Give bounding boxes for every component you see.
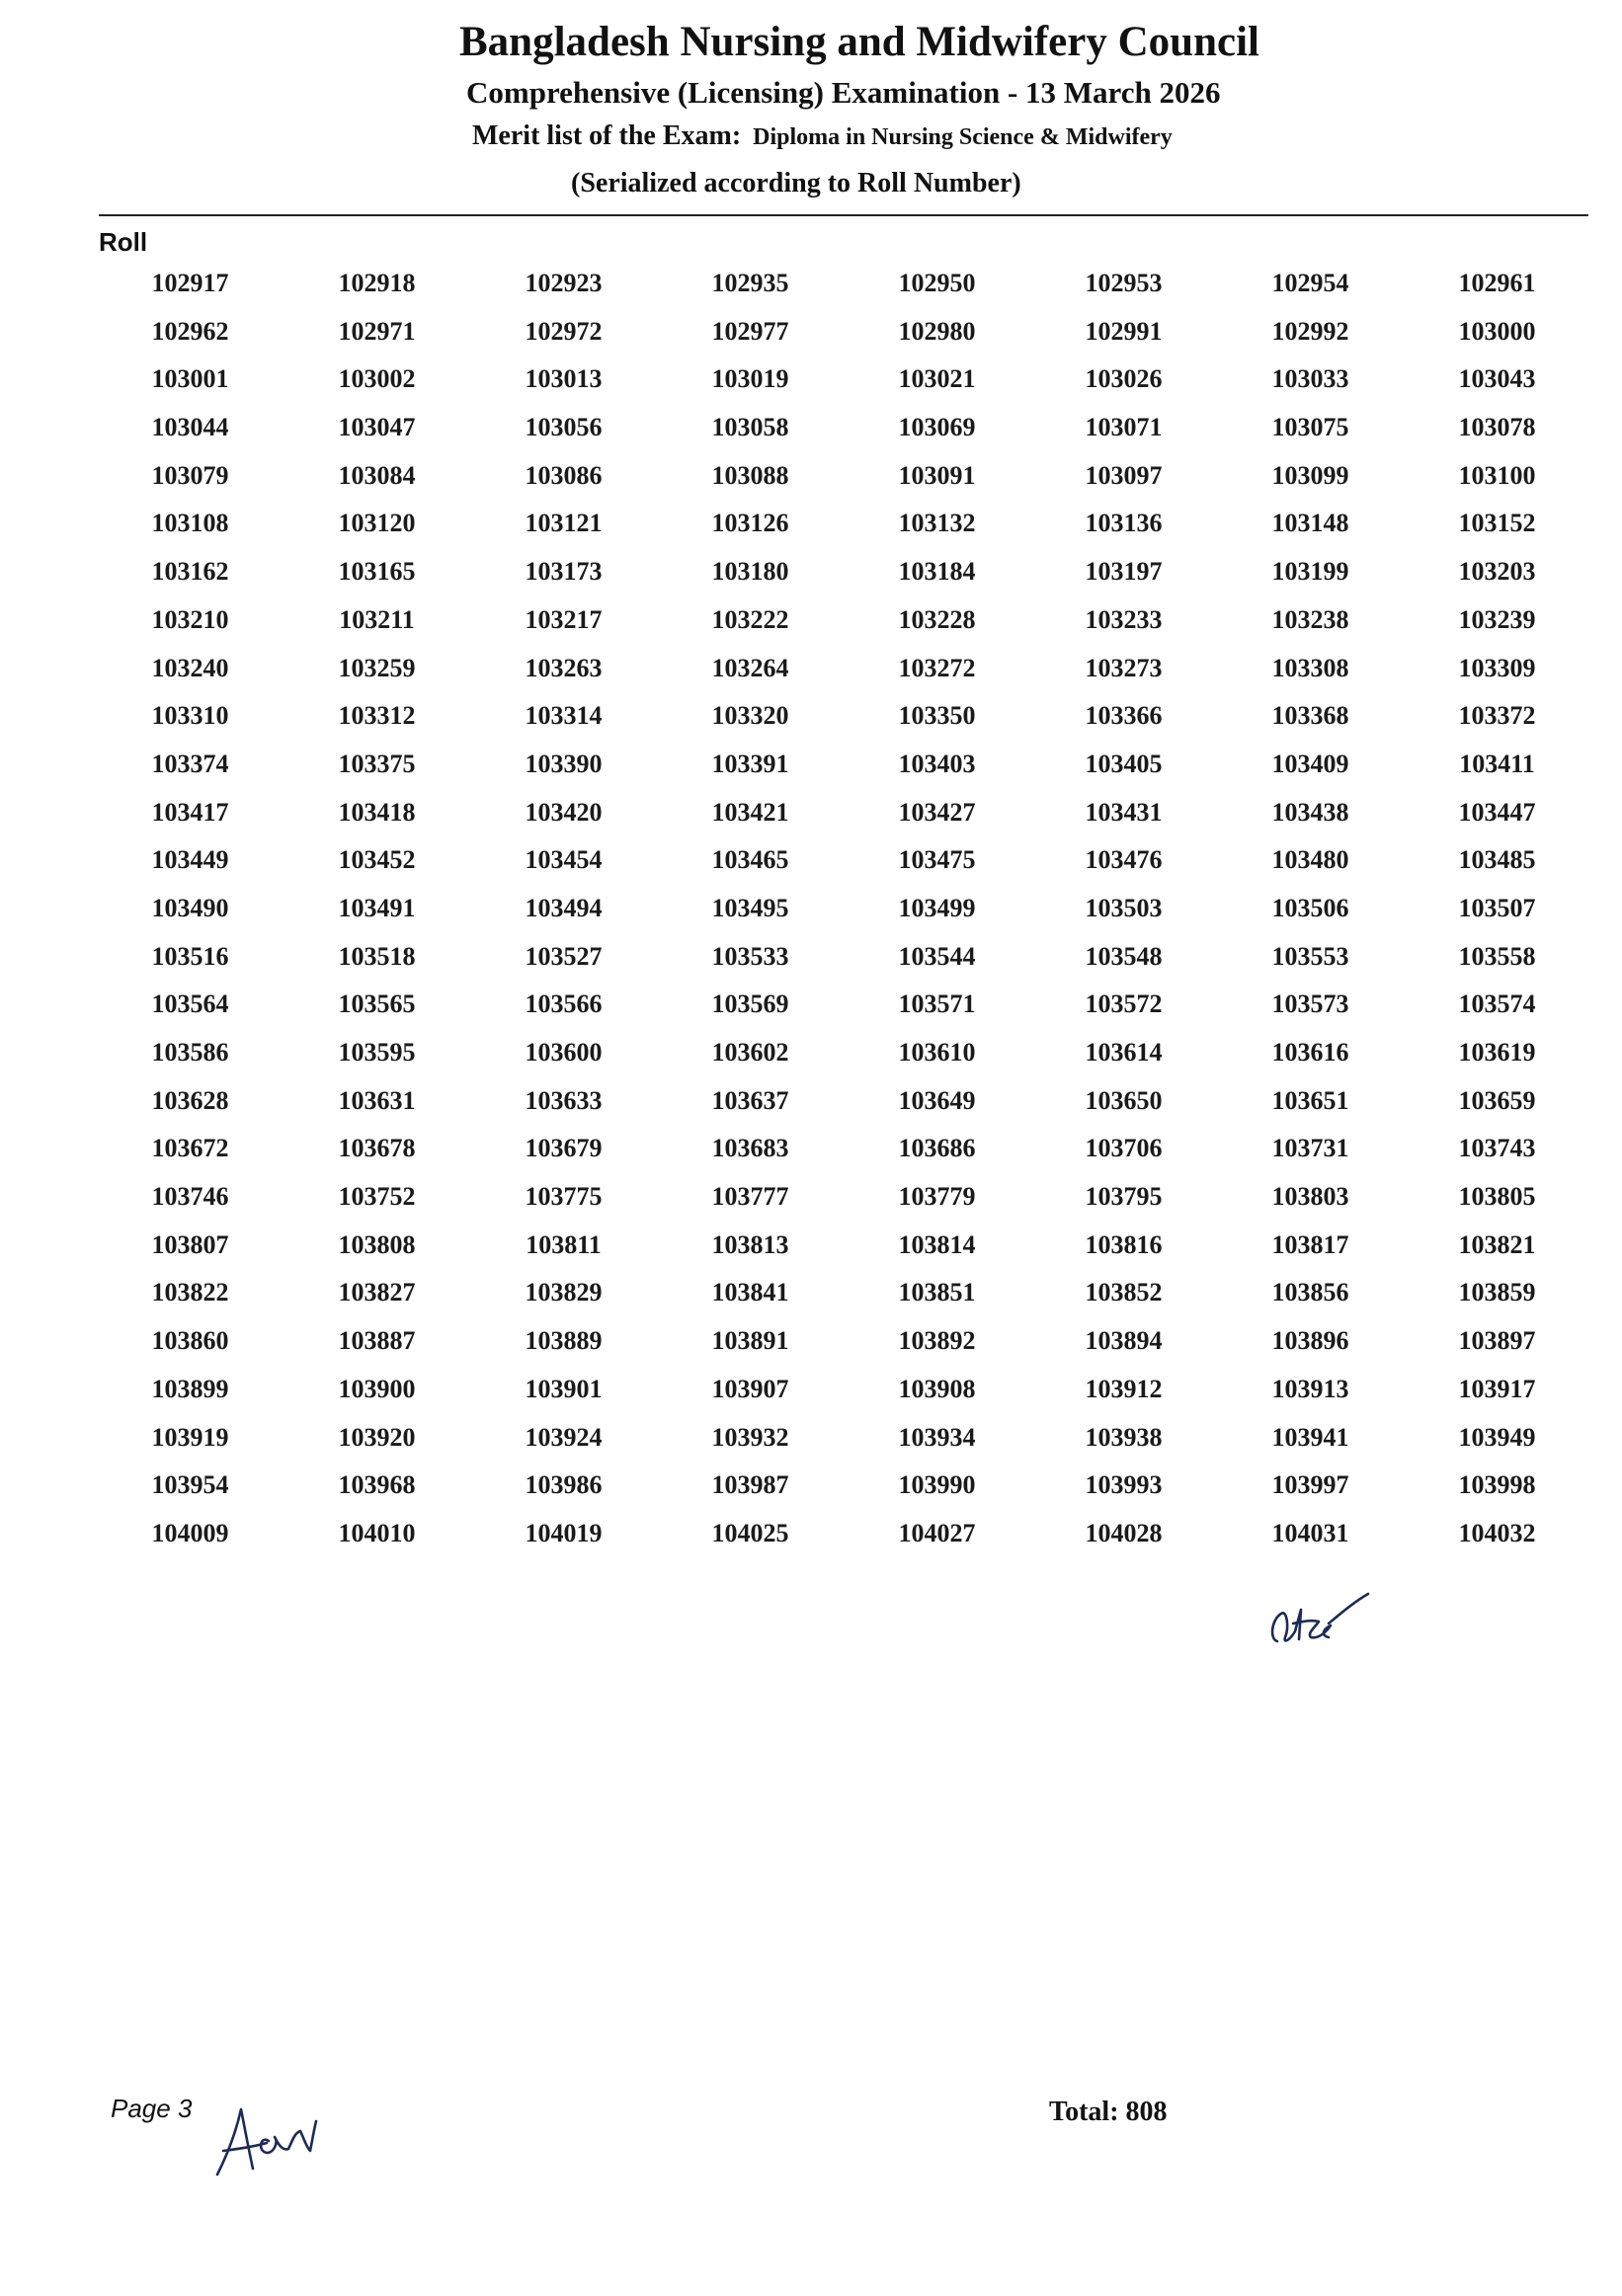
roll-number-cell: 103743 <box>1458 1134 1536 1163</box>
roll-number-cell: 103097 <box>1085 460 1163 490</box>
roll-number-cell: 103078 <box>1458 413 1536 442</box>
roll-number-cell: 103375 <box>338 749 416 778</box>
roll-number-cell: 103924 <box>525 1422 603 1452</box>
roll-number-cell: 103480 <box>1271 845 1349 875</box>
roll-number-cell: 103637 <box>711 1085 789 1115</box>
roll-number-cell: 103019 <box>711 364 789 394</box>
roll-number-cell: 103934 <box>898 1422 976 1452</box>
roll-number-cell: 103544 <box>898 941 976 971</box>
roll-number-cell: 103516 <box>151 941 229 971</box>
roll-number-cell: 103411 <box>1459 749 1535 778</box>
roll-number-cell: 103320 <box>711 701 789 731</box>
roll-number-cell: 103047 <box>338 413 416 442</box>
roll-number-cell: 102962 <box>151 316 229 346</box>
roll-number-cell: 103553 <box>1271 941 1349 971</box>
roll-number-cell: 103805 <box>1458 1182 1536 1212</box>
roll-number-cell: 103894 <box>1085 1326 1163 1356</box>
roll-number-cell: 103986 <box>525 1470 603 1500</box>
roll-number-cell: 103197 <box>1085 557 1163 587</box>
roll-number-cell: 103686 <box>898 1134 976 1163</box>
roll-number-cell: 103896 <box>1271 1326 1349 1356</box>
roll-number-cell: 103091 <box>898 460 976 490</box>
roll-number-cell: 102923 <box>525 269 603 297</box>
roll-number-cell: 103199 <box>1271 557 1349 587</box>
roll-number-cell: 103108 <box>151 509 229 538</box>
roll-number-cell: 103807 <box>151 1229 229 1259</box>
roll-number-cell: 103602 <box>711 1038 789 1067</box>
roll-number-cell: 103121 <box>525 509 603 538</box>
roll-number-cell: 103405 <box>1085 749 1163 778</box>
roll-number-cell: 103841 <box>711 1278 789 1307</box>
roll-number-cell: 103518 <box>338 941 416 971</box>
roll-number-cell: 104009 <box>151 1518 229 1547</box>
roll-number-cell: 103679 <box>525 1134 603 1163</box>
roll-number-cell: 103374 <box>151 749 229 778</box>
roll-number-cell: 103495 <box>711 893 789 922</box>
roll-number-cell: 103619 <box>1458 1038 1536 1067</box>
roll-number-cell: 104010 <box>338 1518 416 1547</box>
roll-number-cell: 102972 <box>525 316 603 346</box>
roll-number-cell: 103907 <box>711 1374 789 1403</box>
roll-number-cell: 103610 <box>898 1038 976 1067</box>
roll-number-cell: 103403 <box>898 749 976 778</box>
roll-number-cell: 103000 <box>1458 316 1536 346</box>
roll-number-cell: 103309 <box>1458 653 1536 682</box>
roll-number-cell: 103827 <box>338 1278 416 1307</box>
roll-number-cell: 103731 <box>1271 1134 1349 1163</box>
council-title: Bangladesh Nursing and Midwifery Council <box>459 19 1259 65</box>
roll-number-cell: 103056 <box>525 413 603 442</box>
roll-number-cell: 103533 <box>711 941 789 971</box>
roll-number-cell: 103454 <box>525 845 603 875</box>
roll-number-cell: 103310 <box>151 701 229 731</box>
roll-number-cell: 103273 <box>1085 653 1163 682</box>
roll-number-cell: 103499 <box>898 893 976 922</box>
roll-number-cell: 103919 <box>151 1422 229 1452</box>
roll-number-cell: 103372 <box>1458 701 1536 731</box>
roll-number-cell: 103650 <box>1085 1085 1163 1115</box>
roll-number-cell: 103490 <box>151 893 229 922</box>
roll-number-cell: 103917 <box>1458 1374 1536 1403</box>
roll-number-cell: 103565 <box>338 990 416 1019</box>
roll-number-cell: 103586 <box>151 1038 229 1067</box>
roll-number-cell: 103920 <box>338 1422 416 1452</box>
roll-number-cell: 102992 <box>1271 316 1349 346</box>
roll-number-cell: 103889 <box>525 1326 603 1356</box>
roll-number-cell: 103558 <box>1458 941 1536 971</box>
roll-number-cell: 103595 <box>338 1038 416 1067</box>
signature-left <box>209 2092 318 2182</box>
roll-number-cell: 103044 <box>151 413 229 442</box>
roll-number-cell: 103409 <box>1271 749 1349 778</box>
roll-number-cell: 103228 <box>898 604 976 634</box>
roll-number-cell: 103795 <box>1085 1182 1163 1212</box>
roll-number-cell: 104031 <box>1271 1518 1349 1547</box>
roll-number-cell: 103633 <box>525 1085 603 1115</box>
roll-number-cell: 103706 <box>1085 1134 1163 1163</box>
roll-number-cell: 103892 <box>898 1326 976 1356</box>
roll-number-cell: 102953 <box>1085 269 1163 297</box>
roll-number-cell: 103574 <box>1458 990 1536 1019</box>
roll-number-cell: 103485 <box>1458 845 1536 875</box>
roll-number-cell: 103908 <box>898 1374 976 1403</box>
roll-number-cell: 103240 <box>151 653 229 682</box>
roll-number-cell: 102980 <box>898 316 976 346</box>
roll-number-cell: 103678 <box>338 1134 416 1163</box>
merit-program: Diploma in Nursing Science & Midwifery <box>753 124 1173 150</box>
roll-number-cell: 103856 <box>1271 1278 1349 1307</box>
roll-number-cell: 103651 <box>1271 1085 1349 1115</box>
roll-number-cell: 103752 <box>338 1182 416 1212</box>
roll-number-cell: 103990 <box>898 1470 976 1500</box>
roll-number-cell: 102935 <box>711 269 789 297</box>
roll-number-cell: 103998 <box>1458 1470 1536 1500</box>
roll-number-cell: 102917 <box>151 269 229 297</box>
roll-number-cell: 103672 <box>151 1134 229 1163</box>
roll-number-cell: 102961 <box>1458 269 1536 297</box>
roll-number-cell: 103746 <box>151 1182 229 1212</box>
roll-number-cell: 103814 <box>898 1229 976 1259</box>
roll-number-cell: 103002 <box>338 364 416 394</box>
roll-number-cell: 102954 <box>1271 269 1349 297</box>
roll-number-cell: 103152 <box>1458 509 1536 538</box>
roll-number-cell: 103494 <box>525 893 603 922</box>
roll-number-cell: 103100 <box>1458 460 1536 490</box>
roll-number-cell: 103573 <box>1271 990 1349 1019</box>
roll-number-cell: 103968 <box>338 1470 416 1500</box>
roll-number-cell: 103548 <box>1085 941 1163 971</box>
roll-number-cell: 103941 <box>1271 1422 1349 1452</box>
roll-number-cell: 103683 <box>711 1134 789 1163</box>
signature-right <box>1259 1580 1378 1659</box>
roll-number-cell: 103631 <box>338 1085 416 1115</box>
roll-number-cell: 103126 <box>711 509 789 538</box>
roll-number-cell: 103572 <box>1085 990 1163 1019</box>
roll-number-cell: 103566 <box>525 990 603 1019</box>
roll-number-cell: 103901 <box>525 1374 603 1403</box>
roll-number-cell: 103368 <box>1271 701 1349 731</box>
roll-number-cell: 103431 <box>1085 797 1163 827</box>
roll-number-cell: 103238 <box>1271 604 1349 634</box>
roll-number-cell: 103180 <box>711 557 789 587</box>
roll-number-cell: 103136 <box>1085 509 1163 538</box>
roll-number-cell: 103954 <box>151 1470 229 1500</box>
roll-number-cell: 103829 <box>525 1278 603 1307</box>
roll-number-cell: 103987 <box>711 1470 789 1500</box>
roll-number-cell: 103891 <box>711 1326 789 1356</box>
roll-number-cell: 103659 <box>1458 1085 1536 1115</box>
roll-number-cell: 103475 <box>898 845 976 875</box>
roll-number-cell: 103912 <box>1085 1374 1163 1403</box>
roll-number-cell: 103465 <box>711 845 789 875</box>
roll-number-cell: 102918 <box>338 269 416 297</box>
roll-number-cell: 103438 <box>1271 797 1349 827</box>
roll-number-cell: 102950 <box>898 269 976 297</box>
roll-number-cell: 103616 <box>1271 1038 1349 1067</box>
roll-number-cell: 103314 <box>525 701 603 731</box>
merit-line <box>472 120 1173 152</box>
roll-number-cell: 103162 <box>151 557 229 587</box>
roll-number-cell: 103649 <box>898 1085 976 1115</box>
roll-number-cell: 103210 <box>151 604 229 634</box>
roll-number-cell: 104019 <box>525 1518 603 1547</box>
roll-number-cell: 103099 <box>1271 460 1349 490</box>
roll-number-cell: 103808 <box>338 1229 416 1259</box>
roll-number-cell: 103418 <box>338 797 416 827</box>
roll-number-cell: 103571 <box>898 990 976 1019</box>
roll-number-cell: 103821 <box>1458 1229 1536 1259</box>
roll-column-label: Roll <box>99 227 148 257</box>
roll-number-cell: 103913 <box>1271 1374 1349 1403</box>
exam-subtitle: Comprehensive (Licensing) Examination - 13 March 2026 <box>466 75 1221 110</box>
roll-number-cell: 103075 <box>1271 413 1349 442</box>
roll-number-cell: 103350 <box>898 701 976 731</box>
roll-number-cell: 103148 <box>1271 509 1349 538</box>
roll-number-cell: 102991 <box>1085 316 1163 346</box>
roll-number-cell: 103203 <box>1458 557 1536 587</box>
roll-number-cell: 104028 <box>1085 1518 1163 1547</box>
roll-number-cell: 103420 <box>525 797 603 827</box>
roll-number-cell: 103013 <box>525 364 603 394</box>
roll-number-cell: 103079 <box>151 460 229 490</box>
roll-number-cell: 103628 <box>151 1085 229 1115</box>
roll-number-cell: 103779 <box>898 1182 976 1212</box>
roll-number-cell: 102971 <box>338 316 416 346</box>
roll-number-cell: 103899 <box>151 1374 229 1403</box>
roll-number-cell: 103021 <box>898 364 976 394</box>
roll-number-cell: 103165 <box>338 557 416 587</box>
roll-number-cell: 103507 <box>1458 893 1536 922</box>
roll-number-cell: 103132 <box>898 509 976 538</box>
roll-number-cell: 103614 <box>1085 1038 1163 1067</box>
roll-number-cell: 103264 <box>711 653 789 682</box>
roll-number-cell: 103897 <box>1458 1326 1536 1356</box>
roll-number-grid <box>97 260 1549 1558</box>
page-number: Page 3 <box>111 2094 193 2123</box>
roll-number-cell: 103938 <box>1085 1422 1163 1452</box>
total-count: Total: 808 <box>1049 2097 1168 2127</box>
roll-number-cell: 104027 <box>898 1518 976 1547</box>
roll-number-cell: 103503 <box>1085 893 1163 922</box>
roll-number-cell: 103887 <box>338 1326 416 1356</box>
roll-number-cell: 103564 <box>151 990 229 1019</box>
roll-number-cell: 103476 <box>1085 845 1163 875</box>
roll-number-cell: 103817 <box>1271 1229 1349 1259</box>
header-divider <box>99 214 1588 216</box>
roll-number-cell: 103932 <box>711 1422 789 1452</box>
roll-number-cell: 104025 <box>711 1518 789 1547</box>
roll-number-cell: 103813 <box>711 1229 789 1259</box>
roll-number-cell: 104032 <box>1458 1518 1536 1547</box>
roll-number-cell: 103851 <box>898 1278 976 1307</box>
roll-number-cell: 103811 <box>526 1229 602 1259</box>
roll-number-cell: 103217 <box>525 604 603 634</box>
roll-number-cell: 103239 <box>1458 604 1536 634</box>
roll-number-cell: 103233 <box>1085 604 1163 634</box>
roll-number-cell: 103259 <box>338 653 416 682</box>
roll-number-cell: 103449 <box>151 845 229 875</box>
roll-number-cell: 103312 <box>338 701 416 731</box>
roll-number-cell: 103071 <box>1085 413 1163 442</box>
roll-number-cell: 103391 <box>711 749 789 778</box>
roll-number-cell: 103452 <box>338 845 416 875</box>
roll-number-cell: 103859 <box>1458 1278 1536 1307</box>
roll-number-cell: 103272 <box>898 653 976 682</box>
roll-number-cell: 103026 <box>1085 364 1163 394</box>
roll-number-cell: 103527 <box>525 941 603 971</box>
roll-number-cell: 103491 <box>338 893 416 922</box>
serialized-note: (Serialized according to Roll Number) <box>571 168 1021 198</box>
roll-number-cell: 103173 <box>525 557 603 587</box>
roll-number-cell: 103949 <box>1458 1422 1536 1452</box>
roll-number-cell: 103308 <box>1271 653 1349 682</box>
roll-number-cell: 103211 <box>339 604 415 634</box>
roll-number-cell: 103184 <box>898 557 976 587</box>
roll-number-cell: 103427 <box>898 797 976 827</box>
roll-number-cell: 103390 <box>525 749 603 778</box>
roll-number-cell: 103816 <box>1085 1229 1163 1259</box>
roll-number-cell: 103900 <box>338 1374 416 1403</box>
roll-number-cell: 103506 <box>1271 893 1349 922</box>
roll-number-cell: 103263 <box>525 653 603 682</box>
roll-number-cell: 103086 <box>525 460 603 490</box>
roll-number-cell: 103447 <box>1458 797 1536 827</box>
roll-number-cell: 103120 <box>338 509 416 538</box>
roll-number-cell: 103777 <box>711 1182 789 1212</box>
roll-number-cell: 103860 <box>151 1326 229 1356</box>
roll-number-cell: 103852 <box>1085 1278 1163 1307</box>
roll-number-cell: 103084 <box>338 460 416 490</box>
roll-number-cell: 103803 <box>1271 1182 1349 1212</box>
roll-number-cell: 103058 <box>711 413 789 442</box>
roll-number-cell: 103069 <box>898 413 976 442</box>
roll-number-cell: 103993 <box>1085 1470 1163 1500</box>
roll-number-cell: 103222 <box>711 604 789 634</box>
roll-number-cell: 103001 <box>151 364 229 394</box>
roll-number-cell: 103366 <box>1085 701 1163 731</box>
roll-number-cell: 103600 <box>525 1038 603 1067</box>
merit-label: Merit list of the Exam: <box>472 120 742 151</box>
roll-number-cell: 103043 <box>1458 364 1536 394</box>
roll-number-cell: 103775 <box>525 1182 603 1212</box>
roll-number-cell: 103088 <box>711 460 789 490</box>
roll-number-cell: 103421 <box>711 797 789 827</box>
roll-number-cell: 103033 <box>1271 364 1349 394</box>
roll-number-cell: 103569 <box>711 990 789 1019</box>
roll-number-cell: 102977 <box>711 316 789 346</box>
roll-number-cell: 103417 <box>151 797 229 827</box>
roll-number-cell: 103997 <box>1271 1470 1349 1500</box>
roll-number-cell: 103822 <box>151 1278 229 1307</box>
